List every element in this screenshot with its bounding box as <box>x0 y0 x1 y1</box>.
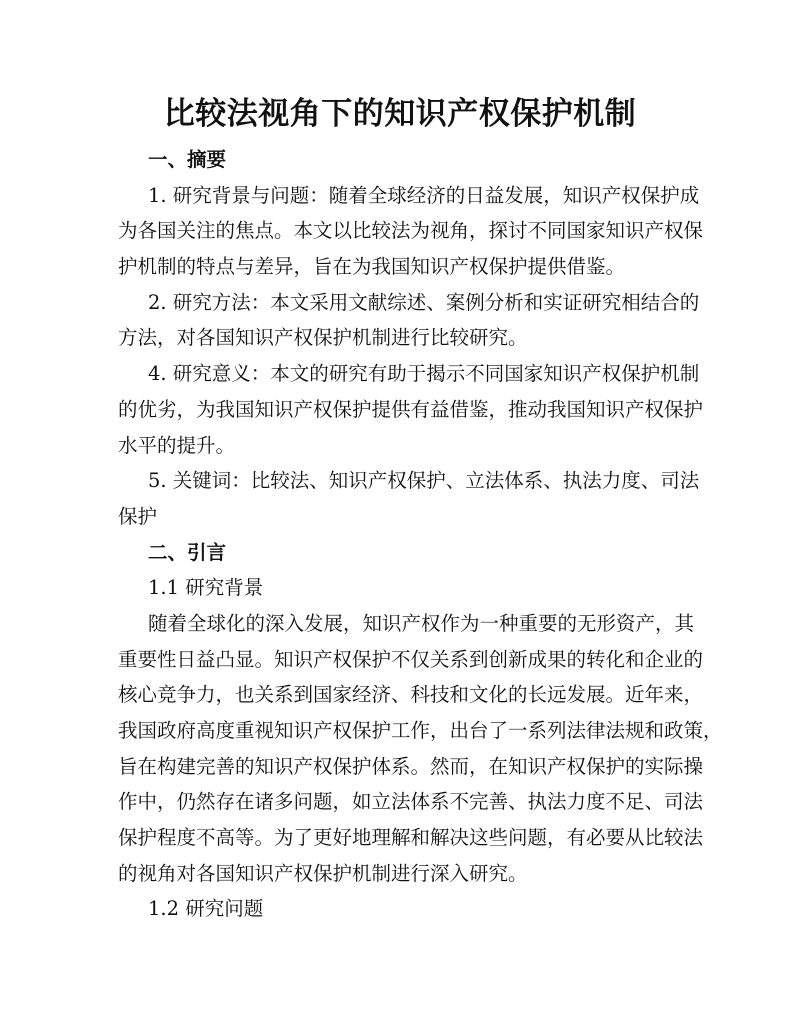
text-line: 2. 研究方法：本文采用文献综述、案例分析和实证研究相结合的 <box>148 290 700 314</box>
section-heading <box>118 535 688 571</box>
subsection-heading <box>118 891 688 927</box>
text-line: 我国政府高度重视知识产权保护工作，出台了一系列法律法规和政策， <box>118 719 723 742</box>
text-line: 保护程度不高等。为了更好地理解和解决这些问题，有必要从比较法 <box>118 826 704 850</box>
text-line: 4. 研究意义：本文的研究有助于揭示不同国家知识产权保护机制 <box>148 362 700 386</box>
document-title: 比较法视角下的知识产权保护机制 <box>163 96 637 132</box>
text-line: 保护 <box>118 504 158 528</box>
text-line: 随着全球化的深入发展，知识产权作为一种重要的无形资产，其 <box>148 611 695 635</box>
text-line: 二、引言 <box>148 540 227 564</box>
text-line: 1.2 研究问题 <box>148 897 264 921</box>
text-line: 核心竞争力，也关系到国家经济、科技和文化的长远发展。近年来， <box>118 683 704 707</box>
text-line: 作中，仍然存在诸多问题，如立法体系不完善、执法力度不足、司法 <box>118 790 704 814</box>
section-heading <box>118 142 688 178</box>
text-line: 1. 研究背景与问题：随着全球经济的日益发展，知识产权保护成 <box>148 183 700 207</box>
paragraph <box>118 356 704 463</box>
text-line: 旨在构建完善的知识产权保护体系。然而，在知识产权保护的实际操 <box>118 754 704 778</box>
text-line: 5. 关键词：比较法、知识产权保护、立法体系、执法力度、司法 <box>148 469 700 493</box>
paragraph <box>118 463 700 534</box>
text-line: 一、摘要 <box>148 148 227 171</box>
paragraph <box>118 606 723 892</box>
paragraph <box>118 178 704 285</box>
text-line: 护机制的特点与差异，旨在为我国知识产权保护提供借鉴。 <box>118 255 626 279</box>
text-line: 水平的提升。 <box>118 433 236 457</box>
text-line: 方法，对各国知识产权保护机制进行比较研究。 <box>118 326 528 350</box>
document-body <box>118 142 723 927</box>
paragraph <box>118 285 700 356</box>
text-line: 1.1 研究背景 <box>148 576 264 600</box>
text-line: 的视角对各国知识产权保护机制进行深入研究。 <box>118 861 528 885</box>
subsection-heading <box>118 570 688 606</box>
text-line: 重要性日益凸显。知识产权保护不仅关系到创新成果的转化和企业的 <box>118 647 704 671</box>
text-line: 为各国关注的焦点。本文以比较法为视角，探讨不同国家知识产权保 <box>118 219 704 243</box>
text-line: 的优劣，为我国知识产权保护提供有益借鉴，推动我国知识产权保护 <box>118 397 704 421</box>
